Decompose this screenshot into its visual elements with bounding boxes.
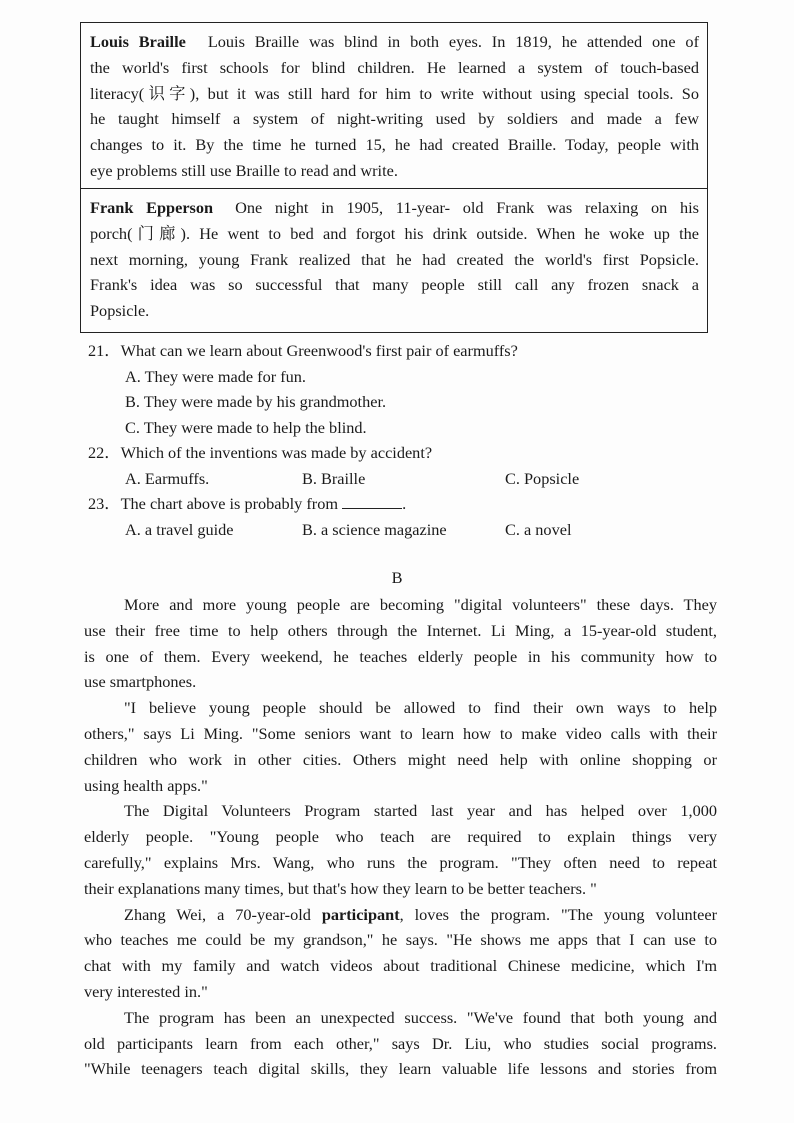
card-text: the world's first schools for blind children. He learned a system of touch-based [90,57,699,77]
card-frank-epperson [80,188,708,333]
passage-line: others," says Li Ming. "Some seniors want to learn how to make video calls with their [84,723,717,743]
paragraph [84,695,717,798]
question-text: The chart above is probably from [120,494,339,513]
card-title: Louis Braille [90,32,186,51]
passage-line: very interested in." [84,981,208,1001]
card-text: literacy(识字), but it was still hard for him to write without using special tools. So [90,83,699,103]
answer-option[interactable]: C. a novel [505,519,572,539]
card-text: Frank's idea was so successful that many people still call any frozen snack a [90,275,699,295]
passage-line: their explanations many times, but that's how they learn to be better teachers. " [84,878,597,898]
passage-line: use their free time to help others through the Internet. Li Ming, a 15-year-old student, [84,620,717,640]
passage-b [84,592,717,1082]
card-text: Louis Braille was blind in both eyes. In 1819, he attended one of [207,32,699,51]
answer-option[interactable]: B. Braille [302,468,366,488]
options-row [88,517,648,543]
card-text: eye problems still use Braille to read and write. [90,160,398,180]
passage-line: children who work in other cities. Others might need help with online shopping or [84,749,717,769]
card-text: Popsicle. [90,301,150,321]
card-line [90,29,699,55]
card-text: changes to it. By the time he turned 15, he had created Braille. Today, people with [90,135,699,155]
card-text: he taught himself a system of night-writing used by soldiers and made a few [90,109,699,129]
passage-line: elderly people. "Young people who teach are required to explain things very [84,827,717,847]
bold-word: participant [321,904,400,924]
passage-line [84,902,717,928]
question-suffix: . [402,494,407,513]
passage-line: chat with my family and watch videos about traditional Chinese medicine, which I'm [84,956,717,976]
card-title: Frank Epperson [90,198,214,217]
card-text: porch(门廊). He went to bed and forgot his drink outside. When he woke up the [90,223,699,243]
card-line [90,247,699,273]
passage-line: who teaches me could be my grandson," he says. "He shows me apps that I can use to [84,930,717,950]
question-number: 22． [88,443,121,462]
answer-blank [342,494,402,509]
passage-line: The program has been an unexpected success. "We've found that both young and [124,1007,717,1027]
section-title: B [391,568,403,587]
question-text: Which of the inventions was made by accident? [120,443,433,462]
answer-option[interactable]: C. Popsicle [505,468,580,488]
card-louis-braille [80,22,708,189]
passage-line: using health apps." [84,775,208,795]
card-line [90,298,699,324]
question-21 [88,338,648,364]
answer-option[interactable]: A. They were made for fun. [125,366,306,386]
card-line [90,132,699,158]
passage-line: old participants learn from each other," says Dr. Liu, who studies social programs. [84,1033,717,1053]
answer-option[interactable]: A. a travel guide [125,519,234,539]
paragraph [84,902,717,1005]
answer-option[interactable]: B. They were made by his grandmother. [125,392,387,411]
passage-line: "While teenagers teach digital skills, they learn valuable life lessons and stories from [84,1059,717,1079]
questions-list [88,338,648,542]
card-text: One night in 1905, 11-year- old Frank was relaxing on his [235,198,699,217]
paragraph [84,1005,717,1082]
card-line [90,81,699,107]
card-line [90,158,699,184]
card-text: next morning, young Frank realized that he had created the world's first Popsicle. [90,249,699,269]
paragraph [84,592,717,695]
answer-option[interactable]: B. a science magazine [302,519,447,539]
card-line [90,195,699,221]
passage-line: is one of them. Every weekend, he teaches elderly people in his community how to [84,646,717,666]
passage-line: The Digital Volunteers Program started last year and has helped over 1,000 [124,801,717,821]
card-line [90,55,699,81]
passage-line: "I believe young people should be allowed to find their own ways to help [124,698,717,718]
question-number: 21． [88,341,121,360]
card-line [90,221,699,247]
question-text: What can we learn about Greenwood's first pair of earmuffs? [120,341,518,360]
answer-option[interactable]: C. They were made to help the blind. [125,417,367,437]
paragraph [84,798,717,901]
passage-line: carefully," explains Mrs. Wang, who runs the program. "They often need to repeat [84,852,717,872]
passage-line: use smartphones. [84,672,197,692]
text-segment: Zhang Wei, a 70-year-old [124,904,322,924]
card-line [90,106,699,132]
options-row [88,466,648,492]
question-number: 23． [88,494,121,513]
question-22 [88,440,648,466]
card-line [90,272,699,298]
text-segment: , loves the program. "The young volunteer [399,904,718,924]
question-23 [88,491,648,517]
passage-line: More and more young people are becoming "digital volunteers" these days. They [124,595,717,614]
answer-option[interactable]: A. Earmuffs. [125,468,210,488]
